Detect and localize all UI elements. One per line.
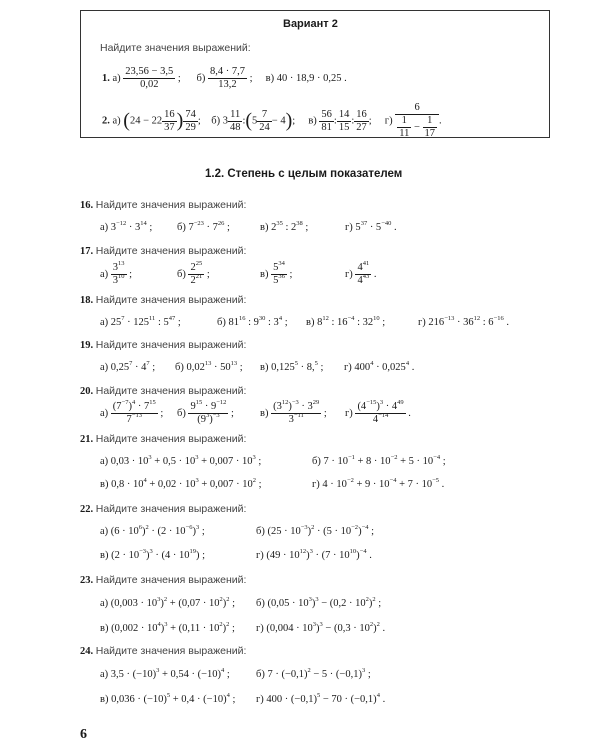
problem-23-a: а) $(0,003 \cdot 10^3)^2 + (0,07 \cdot 10^2)^2$ ; (100, 596, 235, 609)
problem-21-a: а) $0,03 \cdot 10^3 + 0,5 \cdot 10^3 + 0,007 \cdot 10^3$ ; (100, 454, 262, 467)
problem-16-c: в) $2^{35}$ : $2^{38}$ ; (260, 220, 309, 233)
problem-17-d: г) $\frac{4^{41}}{4^{43}}$ . (345, 260, 377, 287)
problem-21-b: б) $7 \cdot 10^{-1} + 8 \cdot 10^{-2} + 5 \cdot 10^{-4}$ ; (312, 454, 446, 467)
problem-21-d: г) $4 \cdot 10^{-2} + 9 \cdot 10^{-4} + 7 \cdot 10^{-5}$ . (312, 477, 445, 490)
problem-21-c: в) $0,8 \cdot 10^4 + 0,02 \cdot 10^3 + 0,007 \cdot 10^2$ ; (100, 477, 262, 490)
problem-16-a: а) $3^{-12} \cdot 3^{14}$ ; (100, 220, 153, 233)
variant-row-1: 1. а) $\frac{23,56 - 3,5}{0,02}$ ; б) $\frac{8,4 \cdot 7,7}{13,2}$ ; в) 40 · 18,9 · 0,25 . (102, 66, 347, 91)
problem-19-b: б) $0,02^{13} \cdot 50^{13}$ ; (175, 360, 243, 373)
section-title: 1.2. Степень с целым показателем (205, 168, 403, 180)
problem-19-d: г) $400^4 \cdot 0,025^4$ . (344, 360, 415, 373)
problem-24-a: а) $3,5 \cdot (-10)^3 + 0,54 \cdot (-10)^4$ ; (100, 667, 230, 680)
problem-18-a: а) $25^7 \cdot 125^{11}$ : $5^{47}$ ; (100, 315, 181, 328)
problem-16-heading: 16. Найдите значения выражений: (80, 199, 247, 211)
problem-17-b: б) $\frac{2^{25}}{2^{21}}$ ; (177, 260, 210, 287)
variant-title: Вариант 2 (283, 18, 338, 30)
problem-23-b: б) $(0,05 \cdot 10^3)^3 - (0,2 \cdot 10^2)^2$ ; (256, 596, 382, 609)
problem-16-d: г) $5^{37} \cdot 5^{-40}$ . (345, 220, 397, 233)
problem-21-heading: 21. Найдите значения выражений: (80, 433, 247, 445)
problem-20-heading: 20. Найдите значения выражений: (80, 385, 247, 397)
problem-18-d: г) $216^{-13} \cdot 36^{12}$ : $6^{-16}$ . (418, 315, 509, 328)
problem-18-heading: 18. Найдите значения выражений: (80, 294, 247, 306)
problem-19-c: в) $0,125^5 \cdot 8,^5$ ; (260, 360, 324, 373)
problem-24-c: в) $0,036 \cdot (-10)^5 + 0,4 \cdot (-10)^4$ ; (100, 692, 236, 705)
fraction: $\frac{8,4 \cdot 7,7}{13,2}$ (209, 66, 245, 91)
problem-20-a: а) $\frac{(7^{-7})^4 \cdot 7^{15}}{7^{-13}}$ ; (100, 399, 164, 426)
variant-row-2: 2. а) (24 − 22 $\frac{16}{37}$ ) $\frac{74}{29}$ ; б) 3 $\frac{11}{48}$ :(5 $\frac{7}{24}$ − 4); в) $\frac{56}{81}$ : $\frac{14}{15}$ : $\frac{16}{27}$ ; г) 6 $\frac{1}{11}$ − $\frac{1}{17}$ . (102, 102, 442, 140)
problem-23-c: в) $(0,002 \cdot 10^4)^3 + (0,11 \cdot 10^2)^2$ ; (100, 621, 235, 634)
page-number: 6 (80, 727, 87, 742)
variant-instruction: Найдите значения выражений: (100, 42, 251, 54)
problem-17-c: в) $\frac{5^{34}}{5^{36}}$ ; (260, 260, 293, 287)
problem-22-d: г) $(49 \cdot 10^{12})^3 \cdot (7 \cdot 10^{10})^{-4}$ . (256, 548, 372, 561)
problem-24-b: б) $7 \cdot (-0,1)^2 - 5 \cdot (-0,1)^3$ ; (256, 667, 371, 680)
problem-17-a: а) $\frac{3^{13}}{3^{10}}$ ; (100, 260, 133, 287)
problem-22-b: б) $(25 \cdot 10^{-3})^2 \cdot (5 \cdot 10^{-2})^{-4}$ ; (256, 524, 375, 537)
complex-fraction: 6 $\frac{1}{11}$ − $\frac{1}{17}$ (395, 102, 439, 140)
problem-23-heading: 23. Найдите значения выражений: (80, 574, 247, 586)
fraction: $\frac{23,56 - 3,5}{0,02}$ (125, 66, 174, 91)
problem-20-c: в) $\frac{(3^{12})^{-3} \cdot 3^{29}}{3^{-11}}$ ; (260, 399, 327, 426)
problem-22-c: в) $(2 \cdot 10^{-3})^3 \cdot (4 \cdot 10^{19})$ ; (100, 548, 206, 561)
problem-16-b: б) $7^{-23} \cdot 7^{26}$ ; (177, 220, 230, 233)
problem-24-heading: 24. Найдите значения выражений: (80, 645, 247, 657)
problem-24-d: г) $400 \cdot (-0,1)^5 - 70 \cdot (-0,1)^4$ . (256, 692, 386, 705)
problem-22-heading: 22. Найдите значения выражений: (80, 503, 247, 515)
problem-18-b: б) $81^{16}$ : $9^{30}$ : $3^4$ ; (217, 315, 288, 328)
problem-17-heading: 17. Найдите значения выражений: (80, 245, 247, 257)
problem-19-a: а) $0,25^7 \cdot 4^7$ ; (100, 360, 156, 373)
problem-23-d: г) $(0,004 \cdot 10^3)^3 - (0,3 \cdot 10^2)^2$ . (256, 621, 386, 634)
problem-19-heading: 19. Найдите значения выражений: (80, 339, 247, 351)
problem-18-c: в) $8^{12}$ : $16^{-4}$ : $32^{10}$ ; (306, 315, 386, 328)
problem-20-b: б) $\frac{9^{15} \cdot 9^{-12}}{(9^3)^{-3}}$ ; (177, 399, 234, 426)
problem-22-a: а) $(6 \cdot 10^6)^2 \cdot (2 \cdot 10^{-6})^3$ ; (100, 524, 205, 537)
problem-20-d: г) $\frac{(4^{-15})^3 \cdot 4^{49}}{4^{-14}}$ . (345, 399, 411, 426)
